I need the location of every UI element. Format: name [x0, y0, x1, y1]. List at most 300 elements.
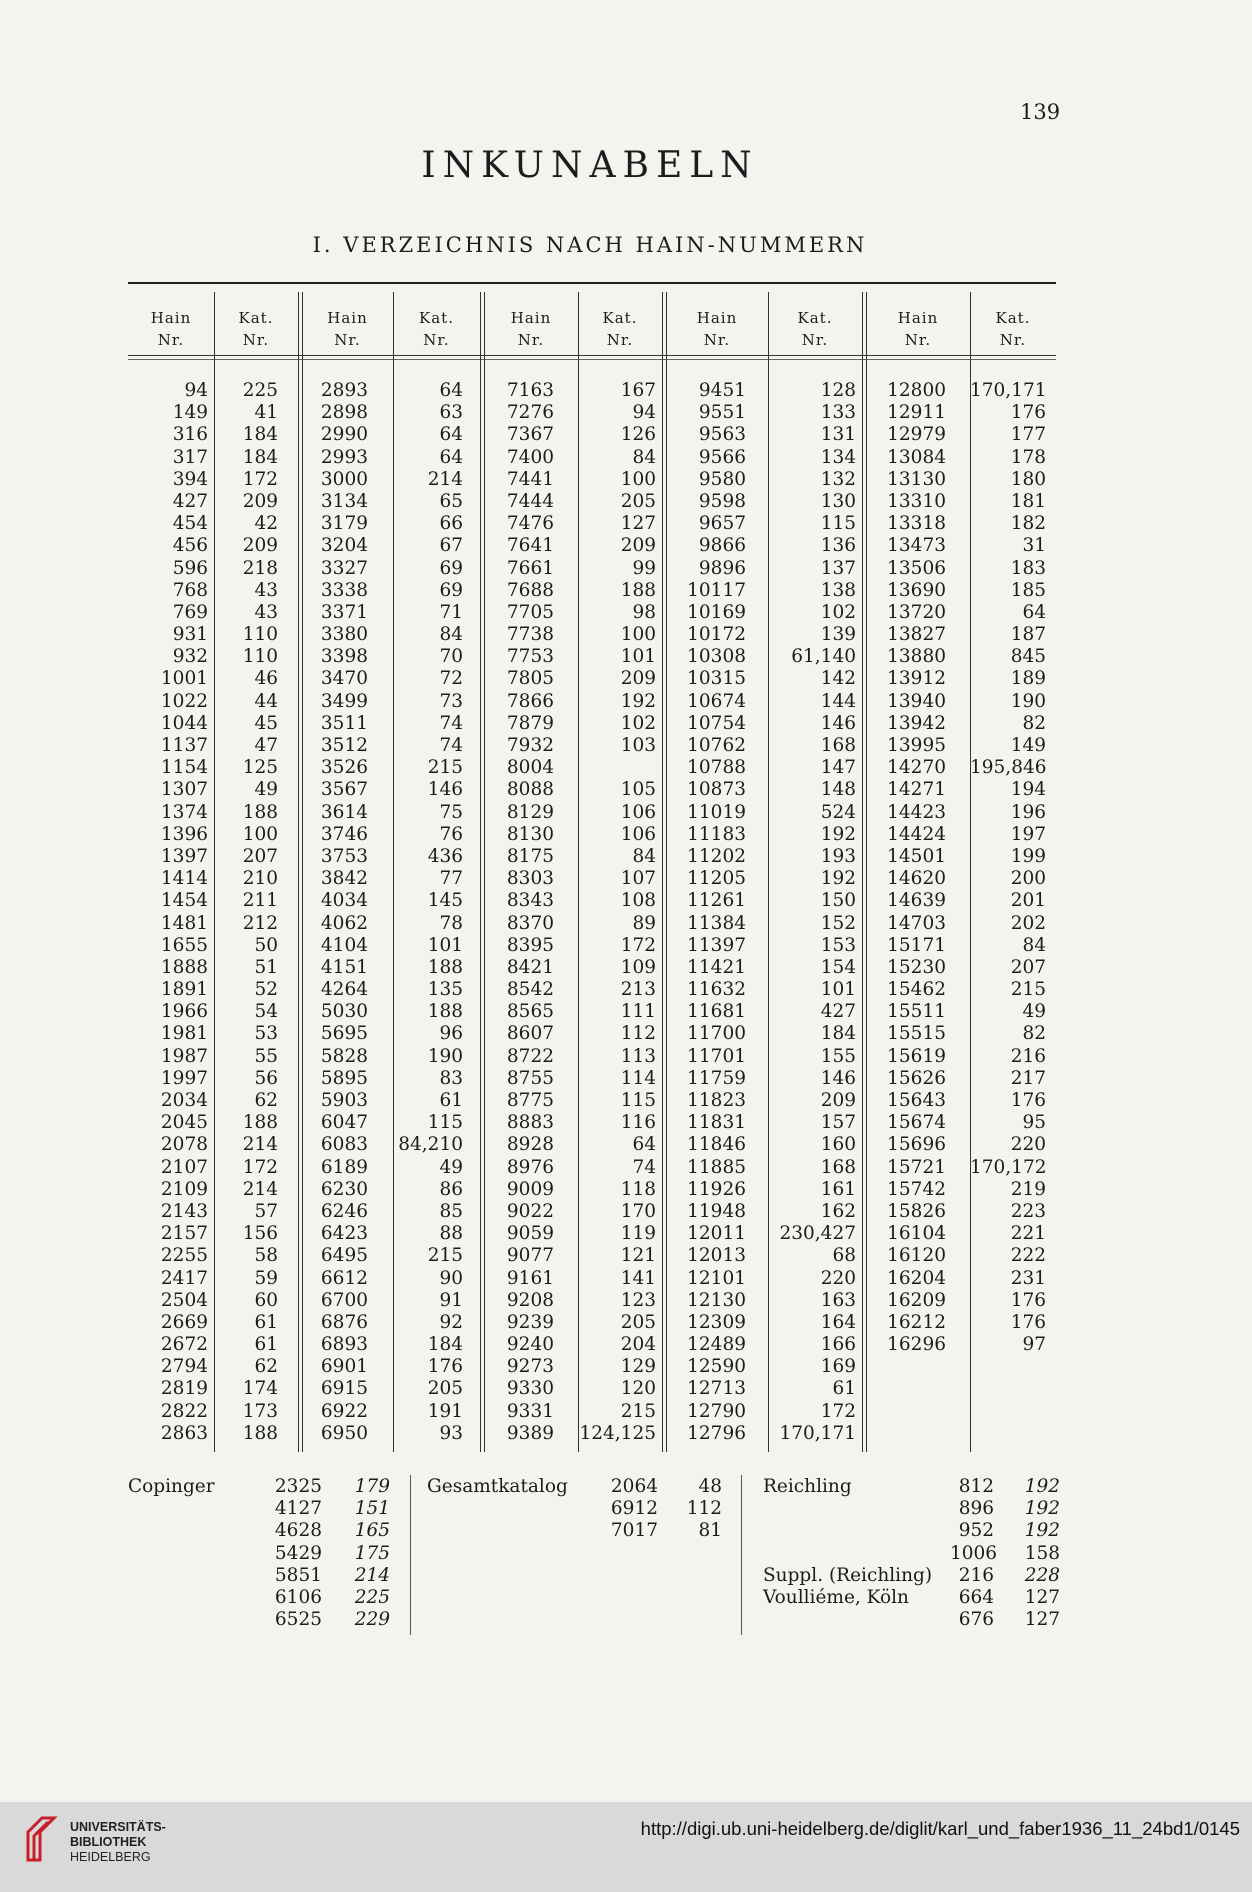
table-cell: 188	[427, 1001, 463, 1023]
table-cell: 61	[254, 1311, 278, 1333]
table-cell: 3338	[320, 579, 368, 601]
table-cell: 123	[620, 1289, 656, 1311]
table-cell: 47	[254, 735, 278, 756]
column-hain-2	[302, 380, 368, 1445]
table-cell: 172	[242, 468, 278, 490]
table-cell: 12011	[687, 1223, 746, 1245]
table-cell: 61	[254, 1334, 278, 1356]
table-cell: 57	[254, 1200, 278, 1222]
table-cell: 2504	[160, 1289, 208, 1311]
table-cell: 9330	[506, 1378, 554, 1400]
table-cell: 218	[242, 557, 278, 579]
table-cell: 168	[820, 1156, 856, 1178]
table-cell: 93	[439, 1422, 463, 1444]
table-cell: 8607	[506, 1023, 554, 1045]
table-cell: 109	[620, 956, 656, 978]
table-cell: 76	[439, 823, 463, 845]
column-hain-4	[666, 380, 746, 1445]
table-cell: 138	[820, 579, 856, 601]
table-cell: 124,125	[579, 1422, 656, 1444]
table-cell: 133	[820, 402, 856, 424]
table-cell: 180	[1010, 468, 1046, 490]
table-cell: 94	[632, 402, 656, 424]
table-cell: 9566	[698, 446, 746, 468]
table-cell: 84	[632, 446, 656, 468]
table-cell: 1396	[160, 823, 208, 845]
table-cell: 2893	[320, 380, 368, 401]
table-cell: 10674	[687, 690, 746, 712]
table-cell: 14424	[887, 823, 946, 845]
table-cell: 4034	[320, 890, 368, 912]
table-cell: 16104	[887, 1223, 946, 1245]
table-cell: 7476	[506, 513, 554, 535]
column-kat-4	[768, 380, 856, 1445]
table-cell: 152	[820, 912, 856, 934]
table-cell: 6915	[320, 1378, 368, 1400]
table-cell: 118	[620, 1178, 656, 1200]
table-cell: 9331	[506, 1400, 554, 1422]
table-cell: 156	[242, 1223, 278, 1245]
table-cell: 6246	[320, 1200, 368, 1222]
table-cell: 225	[242, 380, 278, 401]
table-cell: 130	[820, 490, 856, 512]
table-cell: 101	[427, 934, 463, 956]
table-cell: 11831	[687, 1112, 746, 1134]
table-cell: 101	[820, 979, 856, 1001]
page-number: 139	[1020, 100, 1061, 124]
table-cell: 10762	[687, 735, 746, 756]
table-cell: 46	[254, 668, 278, 690]
table-cell: 100	[620, 624, 656, 646]
table-cell: 12130	[687, 1289, 746, 1311]
table-cell: 74	[439, 735, 463, 756]
table-cell: 15462	[887, 979, 946, 1001]
table-cell: 13940	[887, 690, 946, 712]
table-cell: 136	[820, 535, 856, 557]
table-cell: 74	[632, 1156, 656, 1178]
table-cell: 55	[254, 1045, 278, 1067]
table-cell: 209	[242, 535, 278, 557]
table-cell: 102	[620, 712, 656, 734]
table-cell: 212	[242, 912, 278, 934]
table-cell: 12796	[687, 1422, 746, 1444]
table-cell: 15742	[887, 1178, 946, 1200]
table-cell: 103	[620, 735, 656, 756]
table-cell: 108	[620, 890, 656, 912]
table-cell: 190	[427, 1045, 463, 1067]
table-cell: 1307	[160, 779, 208, 801]
table-cell: 14703	[887, 912, 946, 934]
table-cell: 86	[439, 1178, 463, 1200]
table-cell: 192	[620, 690, 656, 712]
table-cell: 5828	[320, 1045, 368, 1067]
table-cell: 2109	[160, 1178, 208, 1200]
table-cell: 2078	[160, 1134, 208, 1156]
table-cell: 61,140	[791, 646, 856, 668]
table-cell: 172	[820, 1400, 856, 1422]
header-hain-4: Hain Nr.	[696, 309, 738, 349]
table-cell: 9059	[506, 1223, 554, 1245]
table-cell: 12790	[687, 1400, 746, 1422]
copinger-label: Copinger	[128, 1476, 215, 1497]
gesamtkatalog-kat: 48 112 81	[686, 1476, 722, 1542]
table-cell: 83	[439, 1067, 463, 1089]
table-cell: 210	[242, 868, 278, 890]
table-cell: 188	[242, 801, 278, 823]
table-cell: 9866	[698, 535, 746, 557]
table-cell: 200	[1010, 868, 1046, 890]
table-cell: 202	[1010, 912, 1046, 934]
table-cell: 9657	[698, 513, 746, 535]
table-cell: 2143	[160, 1200, 208, 1222]
table-cell: 15619	[887, 1045, 946, 1067]
header-hain-5: Hain Nr.	[897, 309, 939, 349]
table-cell: 97	[1022, 1334, 1046, 1356]
library-footer-bar	[0, 1802, 1252, 1892]
table-cell: 185	[1010, 579, 1046, 601]
table-cell: 144	[820, 690, 856, 712]
table-cell: 132	[820, 468, 856, 490]
table-cell: 12590	[687, 1356, 746, 1378]
table-cell: 209	[242, 490, 278, 512]
table-cell: 107	[620, 868, 656, 890]
gesamtkatalog-label: Gesamtkatalog	[427, 1476, 568, 1497]
table-cell: 1374	[160, 801, 208, 823]
table-cell: 45	[254, 712, 278, 734]
table-cell: 7276	[506, 402, 554, 424]
table-cell: 10788	[687, 757, 746, 779]
table-cell: 167	[620, 380, 656, 401]
table-cell: 15171	[887, 934, 946, 956]
table-cell: 7163	[506, 380, 554, 401]
table-cell: 131	[820, 424, 856, 446]
table-cell: 170,171	[970, 380, 1047, 401]
table-cell: 99	[632, 557, 656, 579]
table-cell: 85	[439, 1200, 463, 1222]
table-cell	[578, 757, 656, 779]
table-cell: 1891	[160, 979, 208, 1001]
header-rule	[128, 355, 1056, 356]
table-cell: 2045	[160, 1112, 208, 1134]
table-cell: 204	[620, 1334, 656, 1356]
table-cell: 11632	[687, 979, 746, 1001]
table-cell: 2157	[160, 1223, 208, 1245]
table-cell: 2794	[160, 1356, 208, 1378]
table-cell: 11823	[687, 1090, 746, 1111]
library-name: UNIVERSITÄTS- BIBLIOTHEK HEIDELBERG	[70, 1820, 166, 1864]
table-cell: 15230	[887, 956, 946, 978]
table-cell: 3753	[320, 845, 368, 867]
table-cell: 199	[1010, 845, 1046, 867]
table-cell: 9580	[698, 468, 746, 490]
table-cell: 102	[820, 601, 856, 623]
table-cell: 82	[1022, 712, 1046, 734]
table-cell: 15626	[887, 1067, 946, 1089]
table-cell: 101	[620, 646, 656, 668]
table-cell: 153	[820, 934, 856, 956]
table-cell: 7444	[506, 490, 554, 512]
table-cell: 220	[1010, 1134, 1046, 1156]
source-url[interactable]: http://digi.ub.uni-heidelberg.de/diglit/karl_und_faber1936_11_24bd1/0145	[640, 1818, 1240, 1839]
table-cell: 932	[172, 646, 208, 668]
table-cell: 176	[1010, 1311, 1046, 1333]
table-cell: 15643	[887, 1090, 946, 1111]
table-cell: 69	[439, 579, 463, 601]
table-cell: 5903	[320, 1090, 368, 1111]
table-cell: 8542	[506, 979, 554, 1001]
table-cell: 64	[632, 1134, 656, 1156]
table-cell: 13942	[887, 712, 946, 734]
table-cell: 69	[439, 557, 463, 579]
table-cell: 12979	[887, 424, 946, 446]
table-cell: 7441	[506, 468, 554, 490]
table-cell: 9208	[506, 1289, 554, 1311]
table-cell: 12800	[887, 380, 946, 401]
table-cell: 1997	[160, 1067, 208, 1089]
table-cell: 84	[439, 624, 463, 646]
table-cell: 3179	[320, 513, 368, 535]
table-cell: 9598	[698, 490, 746, 512]
table-cell: 14620	[887, 868, 946, 890]
table-cell: 3327	[320, 557, 368, 579]
table-cell: 8004	[506, 757, 554, 779]
table-cell: 2993	[320, 446, 368, 468]
table-cell: 7932	[506, 735, 554, 756]
table-cell: 135	[427, 979, 463, 1001]
table-cell: 10308	[687, 646, 746, 668]
table-cell: 56	[254, 1067, 278, 1089]
table-cell: 7367	[506, 424, 554, 446]
table-cell: 14270	[887, 757, 946, 779]
footer-divider	[741, 1475, 742, 1635]
table-cell: 524	[820, 801, 856, 823]
table-cell: 205	[427, 1378, 463, 1400]
table-cell: 170,171	[779, 1422, 856, 1444]
table-cell: 11421	[687, 956, 746, 978]
library-logo-icon	[24, 1812, 58, 1864]
table-cell: 146	[820, 1067, 856, 1089]
table-cell: 12309	[687, 1311, 746, 1333]
table-cell: 216	[1010, 1045, 1046, 1067]
table-cell: 12713	[687, 1378, 746, 1400]
table-cell: 15721	[887, 1156, 946, 1178]
table-cell: 16212	[887, 1311, 946, 1333]
table-cell: 14423	[887, 801, 946, 823]
table-cell: 142	[820, 668, 856, 690]
table-cell: 214	[427, 468, 463, 490]
table-cell: 115	[620, 1090, 656, 1111]
column-kat-3	[578, 380, 656, 1445]
header-kat-1: Kat. Nr.	[238, 309, 274, 349]
table-cell: 137	[820, 557, 856, 579]
table-cell: 3470	[320, 668, 368, 690]
table-cell: 16120	[887, 1245, 946, 1267]
table-cell: 5695	[320, 1023, 368, 1045]
table-cell: 1001	[160, 668, 208, 690]
table-cell: 84	[1022, 934, 1046, 956]
table-cell: 9551	[698, 402, 746, 424]
table-cell: 62	[254, 1356, 278, 1378]
table-cell: 769	[172, 601, 208, 623]
table-cell: 67	[439, 535, 463, 557]
table-cell: 9451	[698, 380, 746, 401]
table-cell: 11681	[687, 1001, 746, 1023]
table-cell: 427	[820, 1001, 856, 1023]
table-cell: 106	[620, 801, 656, 823]
table-cell: 51	[254, 956, 278, 978]
hain-table	[128, 282, 1056, 1452]
table-cell: 10315	[687, 668, 746, 690]
table-cell: 177	[1010, 424, 1046, 446]
table-cell: 139	[820, 624, 856, 646]
table-cell: 9009	[506, 1178, 554, 1200]
table-cell: 11701	[687, 1045, 746, 1067]
table-cell: 10169	[687, 601, 746, 623]
table-cell: 64	[439, 380, 463, 401]
table-cell: 768	[172, 579, 208, 601]
table-cell: 82	[1022, 1023, 1046, 1045]
table-cell: 64	[439, 424, 463, 446]
table-cell: 100	[242, 823, 278, 845]
table-cell: 9022	[506, 1200, 554, 1222]
table-cell: 119	[620, 1223, 656, 1245]
table-cell: 4264	[320, 979, 368, 1001]
table-cell: 88	[439, 1223, 463, 1245]
table-cell: 4062	[320, 912, 368, 934]
table-cell: 96	[439, 1023, 463, 1045]
table-cell: 316	[172, 424, 208, 446]
table-cell: 194	[1010, 779, 1046, 801]
table-cell: 215	[427, 757, 463, 779]
table-cell: 49	[1022, 1001, 1046, 1023]
table-cell: 188	[620, 579, 656, 601]
table-cell: 436	[427, 845, 463, 867]
table-cell: 209	[620, 535, 656, 557]
column-kat-2	[393, 380, 463, 1445]
table-cell: 59	[254, 1267, 278, 1289]
table-cell: 13690	[887, 579, 946, 601]
table-cell: 13995	[887, 735, 946, 756]
table-cell: 214	[242, 1178, 278, 1200]
table-cell: 8976	[506, 1156, 554, 1178]
table-cell: 10873	[687, 779, 746, 801]
table-cell: 54	[254, 1001, 278, 1023]
table-cell: 7688	[506, 579, 554, 601]
reichling-numbers: 812 896 952 1006 216 664 676	[950, 1476, 998, 1631]
table-cell: 9239	[506, 1311, 554, 1333]
table-cell: 9896	[698, 557, 746, 579]
table-cell: 42	[254, 513, 278, 535]
table-cell: 4151	[320, 956, 368, 978]
table-cell: 98	[632, 601, 656, 623]
table-cell: 100	[620, 468, 656, 490]
table-cell: 62	[254, 1090, 278, 1111]
table-cell: 11759	[687, 1067, 746, 1089]
table-cell: 190	[1010, 690, 1046, 712]
table-cell: 4104	[320, 934, 368, 956]
table-cell: 187	[1010, 624, 1046, 646]
table-cell: 8343	[506, 890, 554, 912]
table-cell: 12911	[887, 402, 946, 424]
table-cell: 53	[254, 1023, 278, 1045]
table-cell: 3000	[320, 468, 368, 490]
table-cell: 15826	[887, 1200, 946, 1222]
table-cell: 184	[427, 1334, 463, 1356]
table-cell: 68	[832, 1245, 856, 1267]
table-cell: 61	[439, 1090, 463, 1111]
table-cell: 7866	[506, 690, 554, 712]
table-cell: 3380	[320, 624, 368, 646]
table-cell: 160	[820, 1134, 856, 1156]
table-cell: 176	[1010, 1289, 1046, 1311]
table-cell: 7738	[506, 624, 554, 646]
table-cell: 166	[820, 1334, 856, 1356]
table-cell: 58	[254, 1245, 278, 1267]
table-cell: 1414	[160, 868, 208, 890]
table-cell: 127	[620, 513, 656, 535]
table-cell: 230,427	[779, 1223, 856, 1245]
table-cell: 84	[632, 845, 656, 867]
table-cell: 215	[427, 1245, 463, 1267]
table-cell: 60	[254, 1289, 278, 1311]
table-cell: 61	[832, 1378, 856, 1400]
table-cell: 145	[427, 890, 463, 912]
table-cell: 111	[620, 1001, 656, 1023]
table-cell: 12101	[687, 1267, 746, 1289]
table-cell: 3499	[320, 690, 368, 712]
table-cell: 16209	[887, 1289, 946, 1311]
table-cell: 13130	[887, 468, 946, 490]
table-cell: 205	[620, 1311, 656, 1333]
copinger-numbers: 2325 4127 4628 5429 5851 6106 6525	[274, 1476, 322, 1631]
reichling-labels: Reichling Suppl. (Reichling) Voulliéme, Köln	[763, 1476, 933, 1608]
table-cell: 134	[820, 446, 856, 468]
table-cell: 13912	[887, 668, 946, 690]
table-cell: 201	[1010, 890, 1046, 912]
table-cell: 173	[242, 1400, 278, 1422]
table-cell: 1022	[160, 690, 208, 712]
table-cell: 6612	[320, 1267, 368, 1289]
gesamtkatalog-numbers: 2064 6912 7017	[610, 1476, 658, 1542]
header-hain-1: Hain Nr.	[150, 309, 192, 349]
table-cell: 6922	[320, 1400, 368, 1422]
table-cell: 317	[172, 446, 208, 468]
table-cell: 188	[427, 956, 463, 978]
table-cell: 3204	[320, 535, 368, 557]
table-cell: 5030	[320, 1001, 368, 1023]
table-cell: 1137	[160, 735, 208, 756]
table-cell: 217	[1010, 1067, 1046, 1089]
table-cell: 11183	[687, 823, 746, 845]
table-cell: 75	[439, 801, 463, 823]
table-cell: 7661	[506, 557, 554, 579]
table-cell: 6901	[320, 1356, 368, 1378]
table-cell: 6083	[320, 1134, 368, 1156]
table-cell: 13880	[887, 646, 946, 668]
table-cell: 8370	[506, 912, 554, 934]
table-cell: 115	[820, 513, 856, 535]
table-cell: 3511	[320, 712, 368, 734]
table-cell: 3371	[320, 601, 368, 623]
table-cell: 209	[620, 668, 656, 690]
table-cell: 49	[439, 1156, 463, 1178]
table-cell: 113	[620, 1045, 656, 1067]
table-cell: 43	[254, 579, 278, 601]
table-cell: 15696	[887, 1134, 946, 1156]
table-cell: 6189	[320, 1156, 368, 1178]
table-cell: 8175	[506, 845, 554, 867]
table-cell: 125	[242, 757, 278, 779]
